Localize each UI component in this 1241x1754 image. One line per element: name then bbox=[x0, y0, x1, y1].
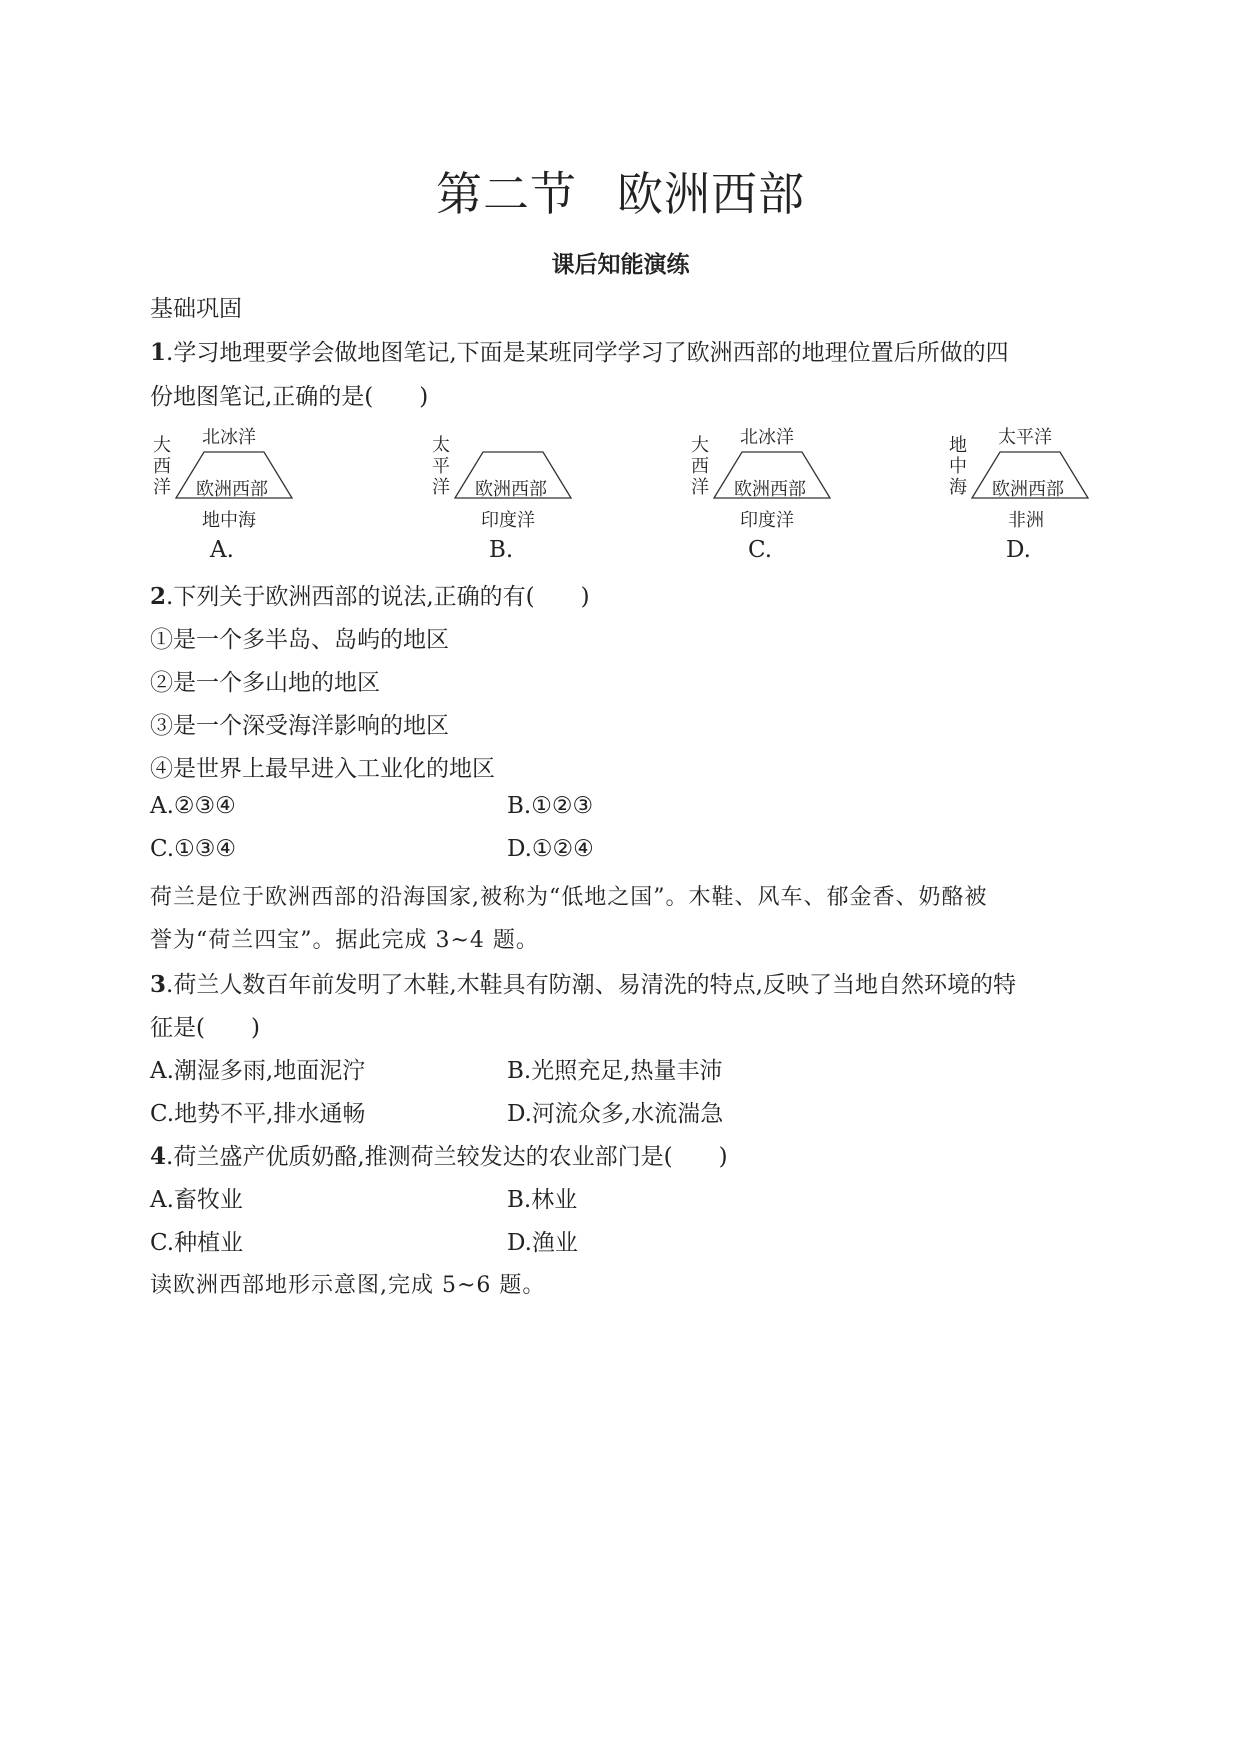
diagram-center-label: 欧洲西部 bbox=[734, 479, 806, 500]
question-number: 3 bbox=[150, 971, 167, 998]
question-4-stem: 4.荷兰盛产优质奶酪,推测荷兰较发达的农业部门是( ) bbox=[150, 1143, 728, 1170]
diagram-left-label: 太平洋 bbox=[432, 435, 450, 498]
diagram-option-b bbox=[431, 420, 591, 563]
diagram-left-label: 大西洋 bbox=[691, 435, 709, 498]
passage-line: 读欧洲西部地形示意图,完成 5~6 题。 bbox=[150, 1273, 546, 1298]
diagram-option-a bbox=[152, 420, 312, 563]
option-b: B.①②③ bbox=[507, 793, 594, 819]
diagram-letter: C. bbox=[748, 537, 773, 563]
option-d: D.河流众多,水流湍急 bbox=[507, 1101, 724, 1127]
statement-item: ③是一个深受海洋影响的地区 bbox=[150, 713, 449, 739]
question-number: 2 bbox=[150, 583, 167, 610]
diagram-center-label: 欧洲西部 bbox=[196, 479, 268, 500]
question-number: 1 bbox=[150, 339, 167, 366]
question-3-line-2: 征是( ) bbox=[150, 1015, 260, 1041]
diagram-option-d bbox=[948, 420, 1108, 563]
option-a: A.②③④ bbox=[150, 793, 236, 819]
diagram-top-label: 北冰洋 bbox=[202, 427, 256, 448]
statement-item: ②是一个多山地的地区 bbox=[150, 670, 380, 696]
diagram-bottom-label: 非洲 bbox=[1008, 510, 1044, 531]
passage-line-1: 荷兰是位于欧洲西部的沿海国家,被称为“低地之国”。木鞋、风车、郁金香、奶酪被 bbox=[150, 885, 988, 910]
diagram-center-label: 欧洲西部 bbox=[992, 479, 1064, 500]
diagram-top-label: 太平洋 bbox=[998, 427, 1052, 448]
diagram-left-label: 地中海 bbox=[949, 435, 967, 498]
question-1-line-2: 份地图笔记,正确的是( ) bbox=[150, 384, 429, 410]
option-d: D.①②④ bbox=[507, 836, 594, 862]
diagram-left-label: 大西洋 bbox=[153, 435, 171, 498]
option-c: C.①③④ bbox=[150, 836, 236, 862]
question-3-line-1: 3.荷兰人数百年前发明了木鞋,木鞋具有防潮、易清洗的特点,反映了当地自然环境的特 bbox=[150, 971, 1016, 998]
passage-line-2: 誉为“荷兰四宝”。据此完成 3~4 题。 bbox=[150, 928, 539, 953]
statement-item: ①是一个多半岛、岛屿的地区 bbox=[150, 627, 449, 653]
option-b: B.光照充足,热量丰沛 bbox=[507, 1058, 723, 1084]
diagram-bottom-label: 印度洋 bbox=[481, 510, 535, 531]
statement-item: ④是世界上最早进入工业化的地区 bbox=[150, 756, 495, 782]
diagram-bottom-label: 印度洋 bbox=[740, 510, 794, 531]
section-heading: 基础巩固 bbox=[150, 296, 242, 322]
diagram-bottom-label: 地中海 bbox=[202, 510, 256, 531]
diagram-center-label: 欧洲西部 bbox=[475, 479, 547, 500]
page-title: 第二节 欧洲西部 bbox=[436, 167, 805, 221]
option-a: A.畜牧业 bbox=[150, 1187, 243, 1213]
diagram-letter: A. bbox=[210, 537, 234, 563]
option-b: B.林业 bbox=[507, 1187, 578, 1213]
question-1-line-1: 1.学习地理要学会做地图笔记,下面是某班同学学习了欧洲西部的地理位置后所做的四 bbox=[150, 339, 1009, 366]
diagram-top-label: 北冰洋 bbox=[740, 427, 794, 448]
option-d: D.渔业 bbox=[507, 1230, 578, 1256]
diagram-letter: B. bbox=[489, 537, 514, 563]
subtitle: 课后知能演练 bbox=[551, 252, 690, 278]
option-c: C.地势不平,排水通畅 bbox=[150, 1101, 366, 1127]
diagram-option-c bbox=[690, 420, 850, 563]
diagram-letter: D. bbox=[1006, 537, 1031, 563]
option-a: A.潮湿多雨,地面泥泞 bbox=[150, 1058, 366, 1084]
question-2-stem: 2.下列关于欧洲西部的说法,正确的有( ) bbox=[150, 583, 590, 610]
question-number: 4 bbox=[150, 1143, 167, 1170]
option-c: C.种植业 bbox=[150, 1230, 244, 1256]
